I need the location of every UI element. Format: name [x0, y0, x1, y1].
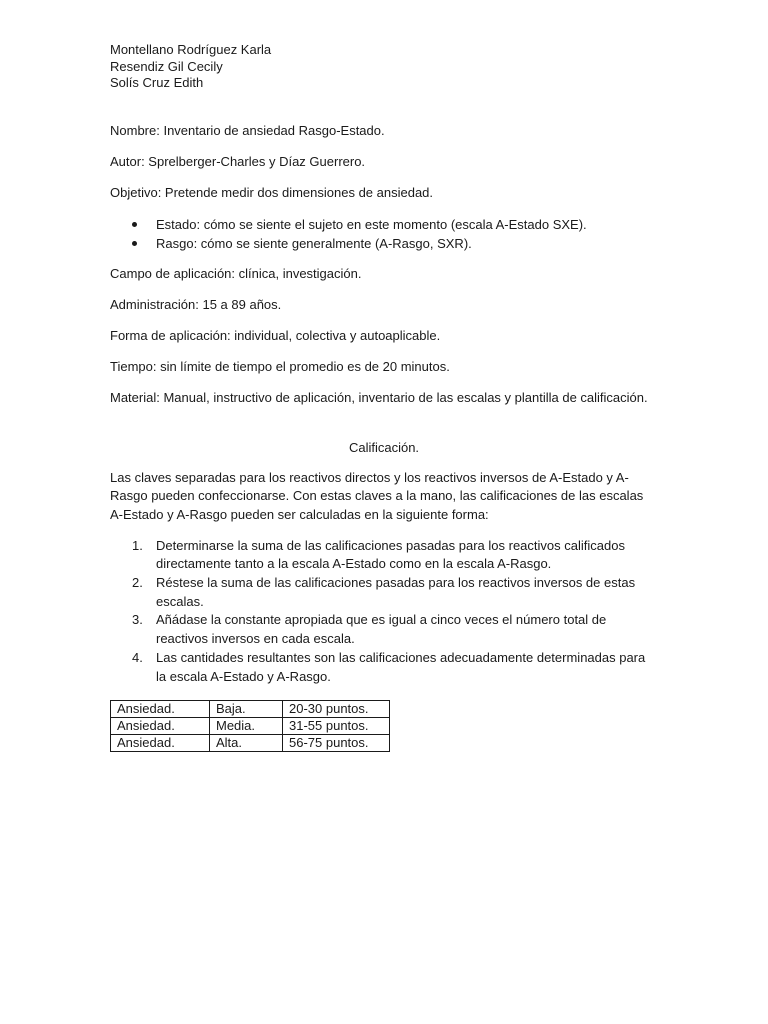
step-text: Las cantidades resultantes son las calificaciones adecuadamente determinadas para la escala A-Estado y A-Rasgo.: [156, 649, 646, 684]
table-cell: Ansiedad.: [111, 735, 210, 752]
step-number: 2.: [132, 575, 143, 591]
field-nombre: Nombre: Inventario de ansiedad Rasgo-Estado.: [110, 122, 385, 138]
table-cell: Media.: [210, 718, 283, 735]
author-name: Resendiz Gil Cecily: [110, 58, 223, 74]
table-row: [111, 718, 390, 735]
list-item: [110, 537, 658, 574]
author-name: Solís Cruz Edith: [110, 75, 204, 90]
field-campo: Campo de aplicación: clínica, investigación.: [110, 265, 362, 281]
step-text: Determinarse la suma de las calificaciones pasadas para los reactivos calificados directamente tanto a la escala A-Estado como en la escala A-Rasgo.: [156, 537, 625, 572]
step-number: 3.: [132, 612, 143, 628]
list-item: [110, 234, 658, 253]
bullet-icon: [132, 222, 137, 227]
table-cell: Ansiedad.: [111, 701, 210, 718]
step-text: Añádase la constante apropiada que es igual a cinco veces el número total de reactivos inversos en cada escala.: [156, 612, 607, 647]
steps-list: [110, 537, 658, 687]
table-cell: Ansiedad.: [111, 718, 210, 735]
list-item-text: Estado: cómo se siente el sujeto en este momento (escala A-Estado SXE).: [156, 216, 587, 232]
table-cell: Baja.: [210, 701, 283, 718]
author-name: Montellano Rodríguez Karla: [110, 42, 272, 57]
step-number: 1.: [132, 537, 143, 553]
list-item: [110, 215, 658, 234]
field-material: Material: Manual, instructivo de aplicación, inventario de las escalas y plantilla de calificación.: [110, 389, 648, 405]
step-number: 4.: [132, 649, 143, 665]
list-item: [110, 574, 658, 611]
section-intro: Las claves separadas para los reactivos directos y los reactivos inversos de A-Estado y A-Rasgo pueden confeccionarse. Con estas claves a la mano, las calificaciones de las escalas A-Estado y A-Rasgo pueden ser calculadas en la siguiente forma:: [110, 469, 644, 522]
score-table: [110, 700, 390, 752]
table-cell: 20-30 puntos.: [283, 701, 390, 718]
list-item: [110, 649, 658, 686]
list-item-text: Rasgo: cómo se siente generalmente (A-Rasgo, SXR).: [156, 235, 472, 251]
field-objetivo: Objetivo: Pretende medir dos dimensiones de ansiedad.: [110, 184, 434, 200]
bullet-icon: [132, 241, 137, 246]
table-row: [111, 701, 390, 718]
field-tiempo: Tiempo: sin límite de tiempo el promedio es de 20 minutos.: [110, 358, 450, 374]
field-autor: Autor: Sprelberger-Charles y Díaz Guerrero.: [110, 153, 366, 169]
step-text: Réstese la suma de las calificaciones pasadas para los reactivos inversos de estas escalas.: [156, 575, 636, 609]
table-cell: 56-75 puntos.: [283, 735, 390, 752]
field-forma: Forma de aplicación: individual, colectiva y autoaplicable.: [110, 327, 441, 343]
section-heading: Calificación.: [348, 440, 420, 455]
field-administracion: Administración: 15 a 89 años.: [110, 296, 282, 312]
author-list: [110, 42, 658, 92]
dimension-list: [110, 215, 658, 253]
table-cell: Alta.: [210, 735, 283, 752]
list-item: [110, 611, 658, 648]
table-row: [111, 735, 390, 752]
document-body: [110, 42, 658, 752]
table-cell: 31-55 puntos.: [283, 718, 390, 735]
